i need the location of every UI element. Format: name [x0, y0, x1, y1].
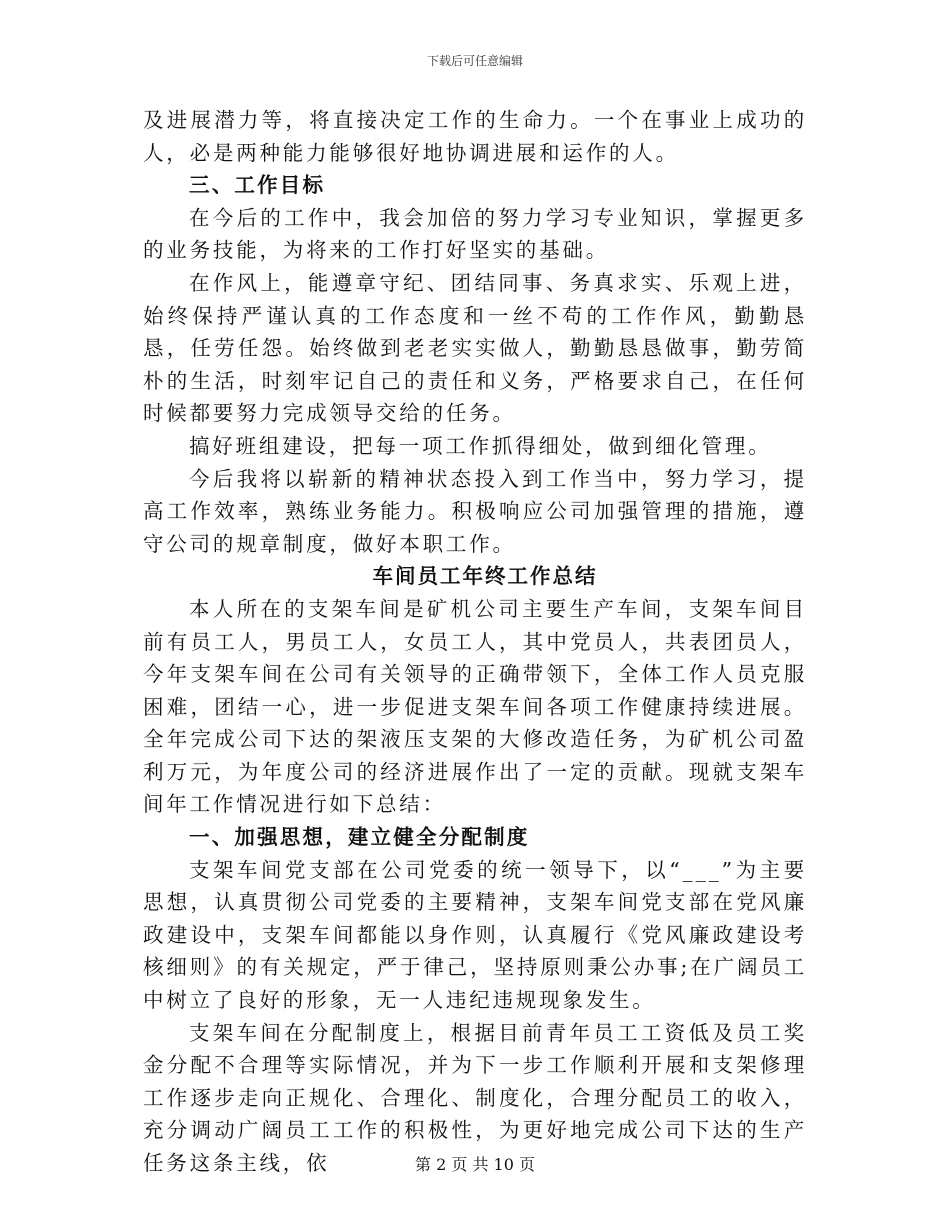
document-body [143, 104, 807, 1180]
paragraph: 在作风上，能遵章守纪、团结同事、务真求实、乐观上进，始终保持严谨认真的工作态度和一丝不苟的工作作风，勤勤恳恳，任劳任怨。始终做到老老实实做人，勤勤恳恳做事，勤劳简朴的生活，时刻牢记自己的责任和义务，严格要求自己，在任何时候都要努力完成领导交给的任务。 [143, 270, 807, 426]
paragraph: 搞好班组建设，把每一项工作抓得细处，做到细化管理。 [189, 433, 772, 458]
paragraph: 支架车间在分配制度上，根据目前青年员工工资低及员工奖金分配不合理等实际情况，并为下一步工作顺利开展和支架修理工作逐步走向正规化、合理化、制度化，合理分配员工的收入，充分调动广阔员工工作的积极性，为更好地完成公司下达的生产任务这条主线，依 [143, 1020, 807, 1175]
paragraph: 本人所在的支架车间是矿机公司主要生产车间，支架车间目前有员工人，男员工人，女员工人，其中党员人，共表团员人，今年支架车间在公司有关领导的正确带领下，全体工作人员克服困难，团结一心，进一步促进支架车间各项工作健康持续进展。全年完成公司下达的架液压支架的大修改造任务，为矿机公司盈利万元，为年度公司的经济进展作出了一定的贡献。现就支架车间年工作情况进行如下总结： [143, 596, 807, 817]
section-heading-strengthen-thought: 一、加强思想，建立健全分配制度 [189, 825, 530, 850]
paragraph: 在今后的工作中，我会加倍的努力学习专业知识，掌握更多的业务技能，为将来的工作打好坚实的基础。 [143, 205, 807, 263]
paragraph: 支架车间党支部在公司党委的统一领导下，以“___”为主要思想，认真贯彻公司党委的主要精神，支架车间党支部在党风廉政建设中，支架车间都能以身作则，认真履行《党风廉政建设考核细则》的有关规定，严于律己，坚持原则秉公办事;在广阔员工中树立了良好的形象，无一人违纪违规现象发生。 [143, 857, 807, 1013]
document-title: 车间员工年终工作总结 [372, 564, 598, 589]
page-footer: 第 2 页 共 10 页 [415, 1155, 535, 1174]
section-heading-work-goals: 三、工作目标 [189, 173, 326, 198]
paragraph-continued: 及进展潜力等，将直接决定工作的生命力。一个在事业上成功的人，必是两种能力能够很好地协调进展和运作的人。 [143, 108, 807, 165]
paragraph: 今后我将以崭新的精神状态投入到工作当中，努力学习，提高工作效率，熟练业务能力。积极响应公司加强管理的措施，遵守公司的规章制度，做好本职工作。 [143, 466, 807, 556]
page-header: 下载后可任意编辑 [426, 54, 523, 68]
